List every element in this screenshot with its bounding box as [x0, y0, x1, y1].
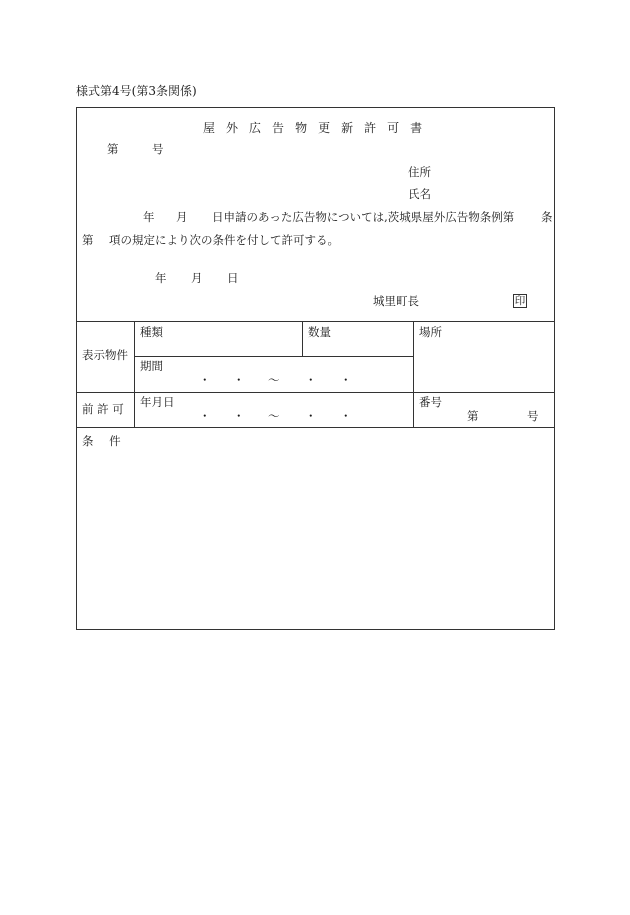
conditions-row-line	[76, 427, 555, 428]
body-line1: 日申請のあった広告物については,茨城県屋外広告物条例第	[212, 210, 515, 224]
number-go: 号	[527, 409, 539, 423]
permit-number-dai: 第	[107, 142, 119, 156]
quantity-label: 数量	[308, 325, 331, 339]
permit-number-go: 号	[152, 142, 164, 156]
body-line2-dai: 第	[82, 233, 94, 247]
prev-permit-label: 前 許 可	[82, 402, 124, 416]
title-char: 更	[318, 121, 331, 135]
prev-date-sep: ・	[233, 409, 245, 423]
prev-date-sep: ・	[199, 409, 211, 423]
title-char: 可	[387, 121, 400, 135]
date-month: 月	[191, 271, 203, 285]
period-sep: ・	[199, 373, 211, 387]
period-label: 期間	[140, 359, 163, 373]
display-item-label: 表示物件	[82, 348, 128, 362]
number-dai: 第	[467, 409, 479, 423]
prev-date-tilde: 〜	[268, 409, 280, 423]
kind-label: 種類	[140, 325, 163, 339]
title-char: 書	[410, 121, 423, 135]
date-day: 日	[227, 271, 239, 285]
prev-permit-row-line	[76, 392, 555, 393]
title-char: 物	[295, 121, 308, 135]
body-year: 年	[143, 210, 155, 224]
form-number-label: 様式第4号(第3条関係)	[76, 84, 197, 98]
period-sep: ・	[233, 373, 245, 387]
period-sep: ・	[305, 373, 317, 387]
address-label: 住所	[408, 165, 431, 179]
issuer-title: 城里町長	[373, 294, 419, 308]
table-label-col-line	[134, 321, 135, 427]
document-title	[203, 122, 422, 134]
body-article: 条	[541, 210, 553, 224]
date-label: 年月日	[140, 395, 175, 409]
conditions-label: 条 件	[82, 434, 127, 448]
title-char: 屋	[203, 121, 216, 135]
title-char: 外	[226, 121, 239, 135]
location-label: 場所	[419, 325, 442, 339]
seal-mark: 印	[514, 295, 526, 307]
prev-date-sep: ・	[305, 409, 317, 423]
title-char: 新	[341, 121, 354, 135]
body-month: 月	[176, 210, 188, 224]
location-col-line	[413, 321, 414, 427]
table-top-line	[76, 321, 555, 322]
kind-quantity-divider	[302, 321, 303, 356]
period-row-line	[134, 356, 413, 357]
number-label: 番号	[419, 395, 442, 409]
title-char: 広	[249, 121, 262, 135]
period-tilde: 〜	[268, 373, 280, 387]
period-sep: ・	[340, 373, 352, 387]
name-label: 氏名	[408, 187, 431, 201]
prev-date-sep: ・	[340, 409, 352, 423]
date-year: 年	[155, 271, 167, 285]
title-char: 告	[272, 121, 285, 135]
body-line2: 項の規定により次の条件を付して許可する。	[109, 233, 339, 247]
title-char: 許	[364, 121, 377, 135]
